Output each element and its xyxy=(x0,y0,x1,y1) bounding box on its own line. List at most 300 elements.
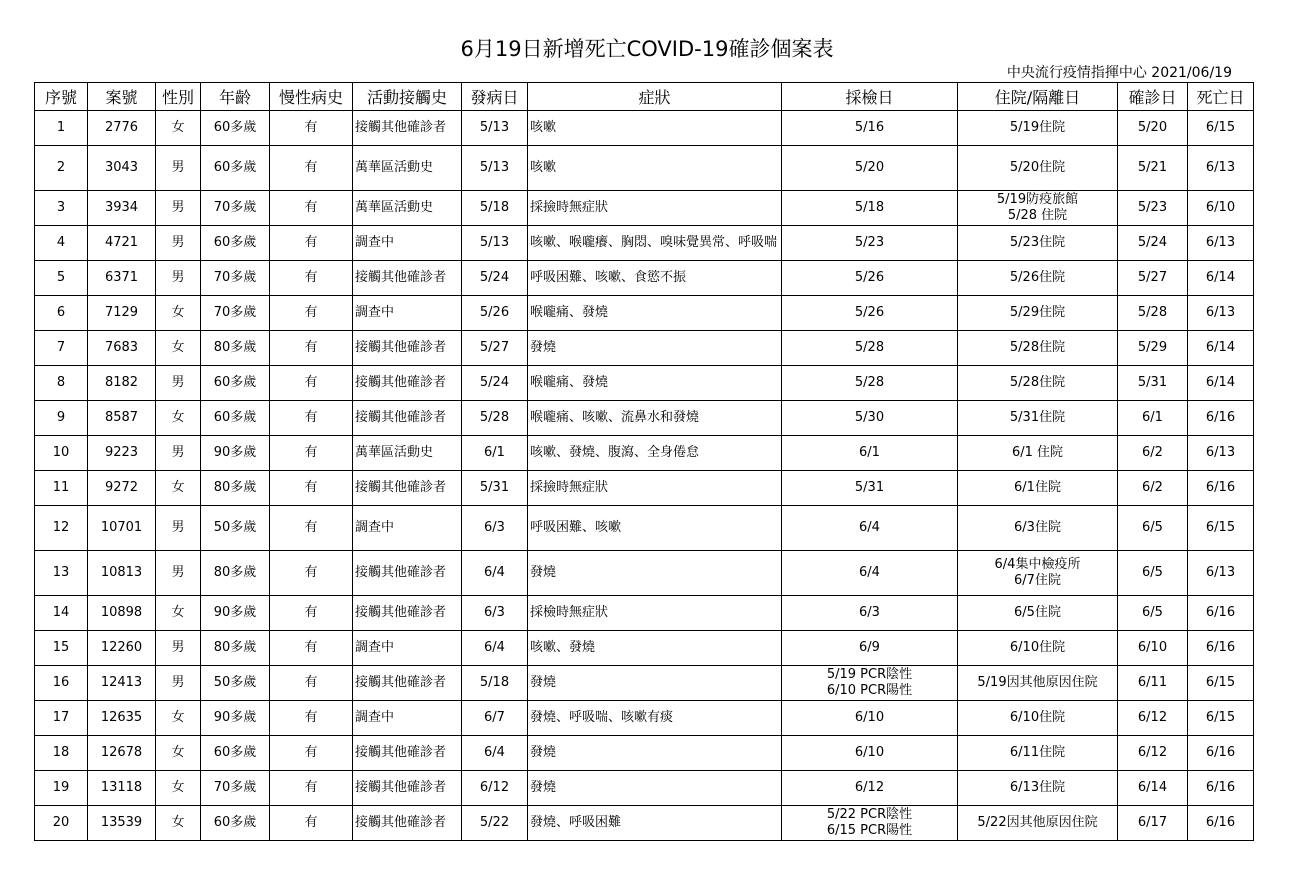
cell-case: 13539 xyxy=(88,806,156,841)
cell-no: 17 xyxy=(35,701,88,736)
cell-chronic: 有 xyxy=(270,806,353,841)
col-header-admit: 住院/隔離日 xyxy=(958,83,1118,111)
cell-chronic: 有 xyxy=(270,631,353,666)
col-header-test: 採檢日 xyxy=(782,83,958,111)
cell-death: 6/13 xyxy=(1188,226,1254,261)
cell-chronic: 有 xyxy=(270,551,353,596)
cell-onset: 5/13 xyxy=(462,111,528,146)
cell-contact: 萬華區活動史 xyxy=(353,146,462,191)
cell-test-line: 6/10 xyxy=(854,745,885,760)
cell-case: 10898 xyxy=(88,596,156,631)
cell-death: 6/16 xyxy=(1188,471,1254,506)
cell-admit xyxy=(958,226,1118,261)
cell-test-line: 6/15 PCR陽性 xyxy=(826,823,913,838)
cell-test xyxy=(782,296,958,331)
cell-chronic: 有 xyxy=(270,701,353,736)
cell-admit-line: 5/19住院 xyxy=(1009,120,1066,135)
table-row xyxy=(35,296,1254,331)
table-row xyxy=(35,701,1254,736)
cell-age: 80多歲 xyxy=(201,631,270,666)
table-row xyxy=(35,366,1254,401)
case-table xyxy=(34,82,1254,841)
cell-onset: 5/26 xyxy=(462,296,528,331)
cell-death: 6/16 xyxy=(1188,736,1254,771)
cell-admit xyxy=(958,666,1118,701)
cell-death: 6/13 xyxy=(1188,146,1254,191)
cell-symptoms: 咳嗽 xyxy=(528,111,782,146)
cell-age: 70多歲 xyxy=(201,191,270,226)
cell-case: 4721 xyxy=(88,226,156,261)
cell-death: 6/16 xyxy=(1188,771,1254,806)
cell-age: 70多歲 xyxy=(201,771,270,806)
cell-test xyxy=(782,736,958,771)
cell-admit-line: 6/1住院 xyxy=(1014,480,1061,495)
cell-case: 3934 xyxy=(88,191,156,226)
cell-admit-line: 6/11住院 xyxy=(1009,745,1066,760)
cell-contact: 接觸其他確診者 xyxy=(353,366,462,401)
cell-onset: 6/3 xyxy=(462,506,528,551)
table-row xyxy=(35,806,1254,841)
table-row xyxy=(35,226,1254,261)
cell-case: 13118 xyxy=(88,771,156,806)
cell-contact: 調查中 xyxy=(353,226,462,261)
cell-confirm: 6/17 xyxy=(1118,806,1188,841)
cell-contact: 調查中 xyxy=(353,631,462,666)
cell-no: 18 xyxy=(35,736,88,771)
cell-death: 6/15 xyxy=(1188,506,1254,551)
cell-test-line: 6/10 PCR陽性 xyxy=(826,683,913,698)
cell-case: 10813 xyxy=(88,551,156,596)
cell-test xyxy=(782,596,958,631)
cell-admit-line: 5/28 住院 xyxy=(1007,208,1068,223)
cell-confirm: 5/31 xyxy=(1118,366,1188,401)
cell-sex: 男 xyxy=(156,146,201,191)
cell-confirm: 5/23 xyxy=(1118,191,1188,226)
cell-no: 5 xyxy=(35,261,88,296)
cell-chronic: 有 xyxy=(270,471,353,506)
cell-onset: 6/4 xyxy=(462,551,528,596)
cell-onset: 5/24 xyxy=(462,366,528,401)
cell-symptoms: 咳嗽 xyxy=(528,146,782,191)
cell-chronic: 有 xyxy=(270,331,353,366)
cell-chronic: 有 xyxy=(270,771,353,806)
cell-admit-line: 5/26住院 xyxy=(1009,270,1066,285)
cell-admit xyxy=(958,506,1118,551)
cell-onset: 5/28 xyxy=(462,401,528,436)
cell-no: 8 xyxy=(35,366,88,401)
cell-confirm: 5/29 xyxy=(1118,331,1188,366)
cell-chronic: 有 xyxy=(270,261,353,296)
table-row xyxy=(35,191,1254,226)
cell-symptoms: 呼吸困難、咳嗽 xyxy=(528,506,782,551)
cell-death: 6/13 xyxy=(1188,551,1254,596)
cell-case: 9223 xyxy=(88,436,156,471)
cell-admit-line: 5/29住院 xyxy=(1009,305,1066,320)
cell-admit-line: 6/4集中檢疫所 xyxy=(994,557,1081,572)
cell-death: 6/16 xyxy=(1188,806,1254,841)
cell-admit xyxy=(958,261,1118,296)
cell-contact: 接觸其他確診者 xyxy=(353,596,462,631)
cell-test xyxy=(782,666,958,701)
cell-sex: 男 xyxy=(156,261,201,296)
cell-sex: 女 xyxy=(156,471,201,506)
cell-confirm: 5/24 xyxy=(1118,226,1188,261)
cell-admit-line: 6/7住院 xyxy=(1014,573,1061,588)
cell-symptoms: 發燒、呼吸喘、咳嗽有痰 xyxy=(528,701,782,736)
col-header-onset: 發病日 xyxy=(462,83,528,111)
cell-contact: 接觸其他確診者 xyxy=(353,261,462,296)
cell-no: 20 xyxy=(35,806,88,841)
cell-test-line: 6/12 xyxy=(854,780,885,795)
table-row xyxy=(35,261,1254,296)
cell-case: 9272 xyxy=(88,471,156,506)
cell-contact: 萬華區活動史 xyxy=(353,436,462,471)
cell-sex: 男 xyxy=(156,366,201,401)
cell-no: 4 xyxy=(35,226,88,261)
cell-onset: 5/18 xyxy=(462,666,528,701)
cell-onset: 5/27 xyxy=(462,331,528,366)
cell-symptoms: 咳嗽、發燒 xyxy=(528,631,782,666)
source-date: 中央流行疫情指揮中心 2021/06/19 xyxy=(1006,65,1232,81)
cell-death: 6/10 xyxy=(1188,191,1254,226)
cell-age: 70多歲 xyxy=(201,261,270,296)
cell-age: 90多歲 xyxy=(201,596,270,631)
cell-test xyxy=(782,471,958,506)
cell-admit xyxy=(958,111,1118,146)
cell-sex: 男 xyxy=(156,226,201,261)
cell-contact: 接觸其他確診者 xyxy=(353,471,462,506)
cell-test xyxy=(782,771,958,806)
cell-admit xyxy=(958,736,1118,771)
cell-symptoms: 採撿時無症狀 xyxy=(528,471,782,506)
cell-test xyxy=(782,401,958,436)
cell-admit xyxy=(958,146,1118,191)
cell-admit xyxy=(958,596,1118,631)
cell-chronic: 有 xyxy=(270,146,353,191)
cell-onset: 5/24 xyxy=(462,261,528,296)
table-header-row xyxy=(35,83,1254,111)
cell-contact: 接觸其他確診者 xyxy=(353,111,462,146)
cell-admit xyxy=(958,471,1118,506)
cell-test xyxy=(782,436,958,471)
cell-age: 60多歲 xyxy=(201,366,270,401)
cell-age: 60多歲 xyxy=(201,146,270,191)
cell-onset: 6/3 xyxy=(462,596,528,631)
cell-sex: 男 xyxy=(156,191,201,226)
cell-symptoms: 發燒 xyxy=(528,771,782,806)
cell-contact: 接觸其他確診者 xyxy=(353,551,462,596)
cell-confirm: 6/2 xyxy=(1118,436,1188,471)
cell-symptoms: 咳嗽、喉嚨癢、胸悶、嗅味覺異常、呼吸喘 xyxy=(528,226,782,261)
cell-sex: 女 xyxy=(156,296,201,331)
cell-chronic: 有 xyxy=(270,191,353,226)
col-header-case: 案號 xyxy=(88,83,156,111)
cell-age: 70多歲 xyxy=(201,296,270,331)
cell-case: 12413 xyxy=(88,666,156,701)
cell-chronic: 有 xyxy=(270,401,353,436)
cell-case: 6371 xyxy=(88,261,156,296)
cell-no: 11 xyxy=(35,471,88,506)
table-row xyxy=(35,771,1254,806)
cell-confirm: 6/1 xyxy=(1118,401,1188,436)
cell-sex: 男 xyxy=(156,631,201,666)
cell-no: 2 xyxy=(35,146,88,191)
cell-test-line: 6/1 xyxy=(859,445,880,460)
cell-no: 13 xyxy=(35,551,88,596)
cell-admit-line: 5/28住院 xyxy=(1009,340,1066,355)
cell-contact: 調查中 xyxy=(353,296,462,331)
table-row xyxy=(35,436,1254,471)
cell-admit-line: 5/20住院 xyxy=(1009,160,1066,175)
cell-case: 7129 xyxy=(88,296,156,331)
cell-confirm: 5/28 xyxy=(1118,296,1188,331)
cell-case: 12635 xyxy=(88,701,156,736)
cell-onset: 5/22 xyxy=(462,806,528,841)
cell-age: 60多歲 xyxy=(201,401,270,436)
cell-test-line: 5/30 xyxy=(854,410,885,425)
cell-no: 3 xyxy=(35,191,88,226)
col-header-contact: 活動接觸史 xyxy=(353,83,462,111)
cell-age: 60多歲 xyxy=(201,736,270,771)
cell-admit xyxy=(958,401,1118,436)
cell-admit xyxy=(958,806,1118,841)
table-row xyxy=(35,331,1254,366)
cell-confirm: 6/2 xyxy=(1118,471,1188,506)
cell-admit xyxy=(958,331,1118,366)
cell-admit xyxy=(958,771,1118,806)
cell-admit-line: 6/10住院 xyxy=(1009,640,1066,655)
cell-age: 60多歲 xyxy=(201,806,270,841)
cell-symptoms: 咳嗽、發燒、腹瀉、全身倦怠 xyxy=(528,436,782,471)
cell-test-line: 5/28 xyxy=(854,375,885,390)
cell-onset: 6/1 xyxy=(462,436,528,471)
table-row xyxy=(35,471,1254,506)
cell-test xyxy=(782,261,958,296)
cell-case: 8182 xyxy=(88,366,156,401)
cell-confirm: 6/10 xyxy=(1118,631,1188,666)
cell-test-line: 5/18 xyxy=(854,200,885,215)
cell-admit-line: 6/13住院 xyxy=(1009,780,1066,795)
cell-test-line: 5/31 xyxy=(854,480,885,495)
cell-sex: 男 xyxy=(156,436,201,471)
cell-contact: 接觸其他確診者 xyxy=(353,736,462,771)
cell-symptoms: 發燒 xyxy=(528,666,782,701)
cell-test-line: 5/28 xyxy=(854,340,885,355)
cell-sex: 男 xyxy=(156,666,201,701)
cell-no: 14 xyxy=(35,596,88,631)
cell-age: 50多歲 xyxy=(201,666,270,701)
cell-admit-line: 5/19因其他原因住院 xyxy=(977,675,1098,690)
cell-chronic: 有 xyxy=(270,596,353,631)
cell-confirm: 6/5 xyxy=(1118,551,1188,596)
cell-test xyxy=(782,146,958,191)
cell-no: 7 xyxy=(35,331,88,366)
cell-death: 6/15 xyxy=(1188,666,1254,701)
cell-confirm: 5/27 xyxy=(1118,261,1188,296)
cell-admit xyxy=(958,296,1118,331)
cell-death: 6/13 xyxy=(1188,296,1254,331)
cell-admit xyxy=(958,551,1118,596)
cell-admit xyxy=(958,436,1118,471)
col-header-sex: 性別 xyxy=(156,83,201,111)
cell-onset: 5/13 xyxy=(462,146,528,191)
cell-sex: 女 xyxy=(156,806,201,841)
col-header-chronic: 慢性病史 xyxy=(270,83,353,111)
table-row xyxy=(35,551,1254,596)
cell-no: 10 xyxy=(35,436,88,471)
cell-admit xyxy=(958,191,1118,226)
cell-no: 19 xyxy=(35,771,88,806)
col-header-confirm: 確診日 xyxy=(1118,83,1188,111)
cell-age: 80多歲 xyxy=(201,551,270,596)
cell-test-line: 5/23 xyxy=(854,235,885,250)
cell-chronic: 有 xyxy=(270,436,353,471)
cell-admit-line: 6/5住院 xyxy=(1014,605,1061,620)
cell-test xyxy=(782,701,958,736)
cell-onset: 6/12 xyxy=(462,771,528,806)
cell-test xyxy=(782,506,958,551)
cell-death: 6/15 xyxy=(1188,701,1254,736)
cell-admit-line: 5/28住院 xyxy=(1009,375,1066,390)
cell-admit-line: 5/19防疫旅館 xyxy=(996,192,1079,207)
cell-onset: 6/4 xyxy=(462,736,528,771)
cell-test-line: 6/4 xyxy=(859,565,880,580)
cell-chronic: 有 xyxy=(270,111,353,146)
cell-sex: 女 xyxy=(156,736,201,771)
cell-chronic: 有 xyxy=(270,296,353,331)
col-header-age: 年齡 xyxy=(201,83,270,111)
cell-test xyxy=(782,366,958,401)
cell-confirm: 6/12 xyxy=(1118,701,1188,736)
cell-no: 1 xyxy=(35,111,88,146)
cell-confirm: 6/14 xyxy=(1118,771,1188,806)
table-row xyxy=(35,401,1254,436)
cell-no: 16 xyxy=(35,666,88,701)
cell-symptoms: 喉嚨痛、發燒 xyxy=(528,366,782,401)
table-row xyxy=(35,666,1254,701)
page-title: 6月19日新增死亡COVID-19確診個案表 xyxy=(460,37,834,61)
cell-no: 15 xyxy=(35,631,88,666)
cell-sex: 女 xyxy=(156,111,201,146)
cell-case: 8587 xyxy=(88,401,156,436)
cell-death: 6/16 xyxy=(1188,596,1254,631)
cell-test-line: 6/3 xyxy=(859,605,880,620)
cell-admit-line: 5/23住院 xyxy=(1009,235,1066,250)
cell-age: 80多歲 xyxy=(201,471,270,506)
cell-chronic: 有 xyxy=(270,366,353,401)
cell-sex: 女 xyxy=(156,331,201,366)
cell-test-line: 5/19 PCR陰性 xyxy=(826,667,913,682)
cell-confirm: 6/11 xyxy=(1118,666,1188,701)
cell-case: 7683 xyxy=(88,331,156,366)
cell-symptoms: 喉嚨痛、發燒 xyxy=(528,296,782,331)
table-row xyxy=(35,506,1254,551)
cell-age: 80多歲 xyxy=(201,331,270,366)
col-header-no: 序號 xyxy=(35,83,88,111)
cell-sex: 男 xyxy=(156,506,201,551)
cell-death: 6/14 xyxy=(1188,366,1254,401)
cell-onset: 6/7 xyxy=(462,701,528,736)
cell-age: 60多歲 xyxy=(201,226,270,261)
cell-death: 6/14 xyxy=(1188,261,1254,296)
table-row xyxy=(35,631,1254,666)
cell-test-line: 5/26 xyxy=(854,305,885,320)
cell-symptoms: 呼吸困難、咳嗽、食慾不振 xyxy=(528,261,782,296)
cell-case: 10701 xyxy=(88,506,156,551)
table-row xyxy=(35,736,1254,771)
cell-contact: 接觸其他確診者 xyxy=(353,771,462,806)
cell-test xyxy=(782,331,958,366)
cell-admit xyxy=(958,701,1118,736)
cell-age: 50多歲 xyxy=(201,506,270,551)
cell-confirm: 6/5 xyxy=(1118,506,1188,551)
table-row xyxy=(35,111,1254,146)
cell-confirm: 6/12 xyxy=(1118,736,1188,771)
cell-test-line: 6/4 xyxy=(859,520,880,535)
cell-sex: 女 xyxy=(156,771,201,806)
cell-onset: 5/13 xyxy=(462,226,528,261)
cell-admit-line: 6/10住院 xyxy=(1009,710,1066,725)
cell-sex: 女 xyxy=(156,701,201,736)
cell-test-line: 5/20 xyxy=(854,160,885,175)
cell-contact: 接觸其他確診者 xyxy=(353,331,462,366)
cell-sex: 女 xyxy=(156,401,201,436)
cell-admit-line: 5/22因其他原因住院 xyxy=(977,815,1098,830)
cell-test xyxy=(782,226,958,261)
table-row xyxy=(35,596,1254,631)
cell-test xyxy=(782,806,958,841)
cell-confirm: 5/21 xyxy=(1118,146,1188,191)
col-header-symptoms: 症狀 xyxy=(528,83,782,111)
cell-contact: 接觸其他確診者 xyxy=(353,401,462,436)
cell-death: 6/14 xyxy=(1188,331,1254,366)
cell-symptoms: 發燒 xyxy=(528,736,782,771)
cell-onset: 5/18 xyxy=(462,191,528,226)
cell-test-line: 5/16 xyxy=(854,120,885,135)
cell-symptoms: 發燒、呼吸困難 xyxy=(528,806,782,841)
cell-contact: 接觸其他確診者 xyxy=(353,666,462,701)
cell-admit-line: 6/1 住院 xyxy=(1011,445,1064,460)
cell-test xyxy=(782,111,958,146)
cell-case: 12260 xyxy=(88,631,156,666)
cell-test xyxy=(782,191,958,226)
cell-sex: 女 xyxy=(156,596,201,631)
cell-symptoms: 發燒 xyxy=(528,331,782,366)
cell-symptoms: 發燒 xyxy=(528,551,782,596)
cell-admit xyxy=(958,366,1118,401)
cell-confirm: 5/20 xyxy=(1118,111,1188,146)
cell-contact: 接觸其他確診者 xyxy=(353,806,462,841)
cell-onset: 6/4 xyxy=(462,631,528,666)
cell-death: 6/15 xyxy=(1188,111,1254,146)
col-header-death: 死亡日 xyxy=(1188,83,1254,111)
cell-contact: 調查中 xyxy=(353,506,462,551)
cell-test xyxy=(782,551,958,596)
cell-case: 3043 xyxy=(88,146,156,191)
cell-chronic: 有 xyxy=(270,226,353,261)
table-body xyxy=(35,111,1254,841)
cell-case: 2776 xyxy=(88,111,156,146)
cell-case: 12678 xyxy=(88,736,156,771)
cell-sex: 男 xyxy=(156,551,201,596)
cell-chronic: 有 xyxy=(270,666,353,701)
cell-test-line: 6/9 xyxy=(859,640,880,655)
cell-admit xyxy=(958,631,1118,666)
cell-admit-line: 5/31住院 xyxy=(1009,410,1066,425)
cell-contact: 調查中 xyxy=(353,701,462,736)
cell-test-line: 5/26 xyxy=(854,270,885,285)
cell-no: 9 xyxy=(35,401,88,436)
